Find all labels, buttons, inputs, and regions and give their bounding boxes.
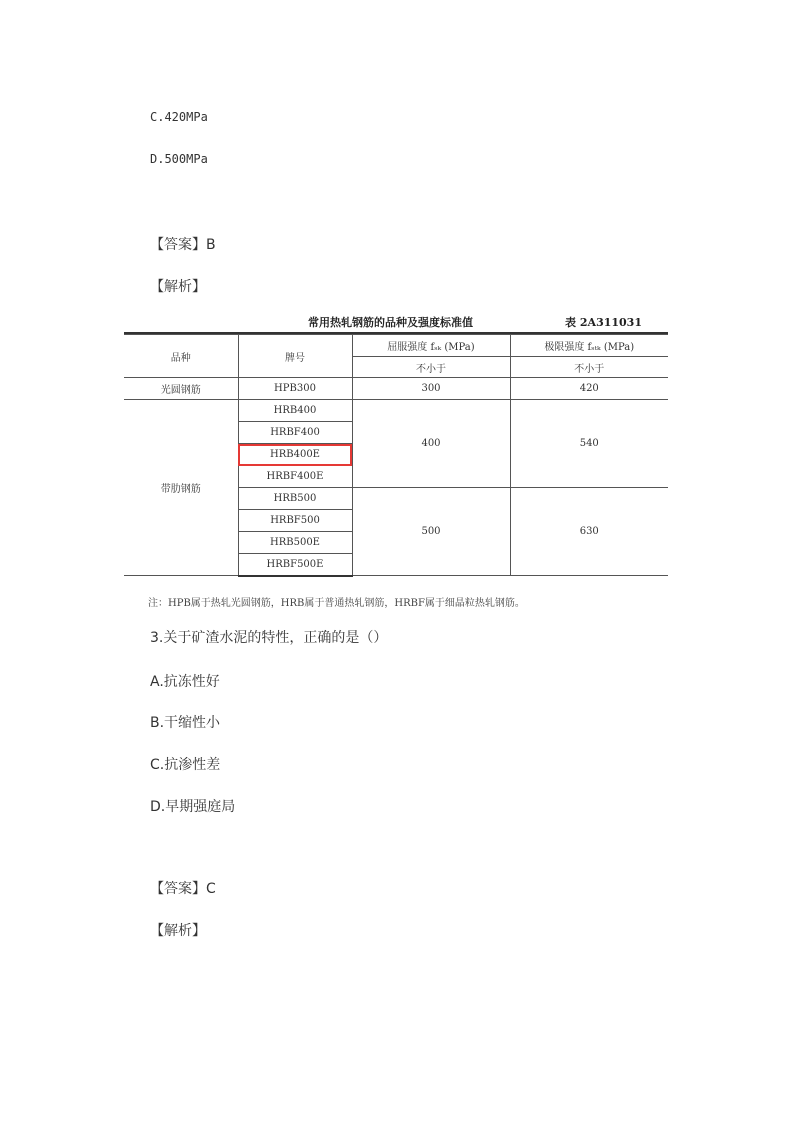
- answer-label: 【答案】B: [150, 237, 216, 253]
- header-yield: 屈服强度 fₛₖ (MPa): [352, 335, 510, 357]
- table-caption: [124, 312, 668, 332]
- table-code: 表 2A311031: [565, 316, 642, 329]
- analysis-label-q3: 【解析】: [150, 923, 206, 939]
- answer-label-q3: 【答案】C: [150, 881, 216, 897]
- group2-ultimate: 630: [510, 488, 668, 576]
- analysis-label: 【解析】: [150, 279, 206, 295]
- group1-ultimate: 540: [510, 400, 668, 488]
- header-variety: 品种: [124, 335, 238, 378]
- option-b: B.干缩性小: [150, 715, 221, 731]
- header-not-less-ultimate: 不小于: [510, 357, 668, 378]
- table-body: [124, 334, 668, 577]
- plain-yield: 300: [352, 378, 510, 400]
- header-not-less-yield: 不小于: [352, 357, 510, 378]
- group1-yield: 400: [352, 400, 510, 488]
- option-a: A.抗冻性好: [150, 674, 220, 690]
- steel-strength-table: [124, 312, 668, 570]
- highlighted-grade-cell: HRB400E: [238, 444, 352, 466]
- option-d-q3: D.早期强庭局: [150, 799, 236, 815]
- group2-yield: 500: [352, 488, 510, 576]
- grade-cell: HRB400: [238, 400, 352, 422]
- option-c-q3: C.抗渗性差: [150, 757, 221, 773]
- table-title: 常用热轧钢筋的品种及强度标准值: [308, 316, 473, 329]
- plain-ultimate: 420: [510, 378, 668, 400]
- grade-cell: HRBF500: [238, 510, 352, 532]
- grade-cell: HRBF400: [238, 422, 352, 444]
- option-c: C.420MPa: [150, 110, 208, 124]
- option-d: D.500MPa: [150, 152, 208, 166]
- table-note: 注：HPB属于热轧光圆钢筋，HRB属于普通热轧钢筋，HRBF属于细晶粒热轧钢筋。: [148, 598, 525, 609]
- header-grade: 牌号: [238, 335, 352, 378]
- plain-grade: HPB300: [238, 378, 352, 400]
- grade-cell: HRBF400E: [238, 466, 352, 488]
- plain-variety: 光圆钢筋: [124, 378, 238, 400]
- header-ultimate: 极限强度 fₛₜₖ (MPa): [510, 335, 668, 357]
- grade-cell: HRBF500E: [238, 554, 352, 576]
- grade-cell: HRB500E: [238, 532, 352, 554]
- ribbed-variety: 带肋钢筋: [124, 400, 238, 576]
- grade-cell: HRB500: [238, 488, 352, 510]
- question-3: 3.关于矿渣水泥的特性，正确的是（）: [150, 630, 388, 646]
